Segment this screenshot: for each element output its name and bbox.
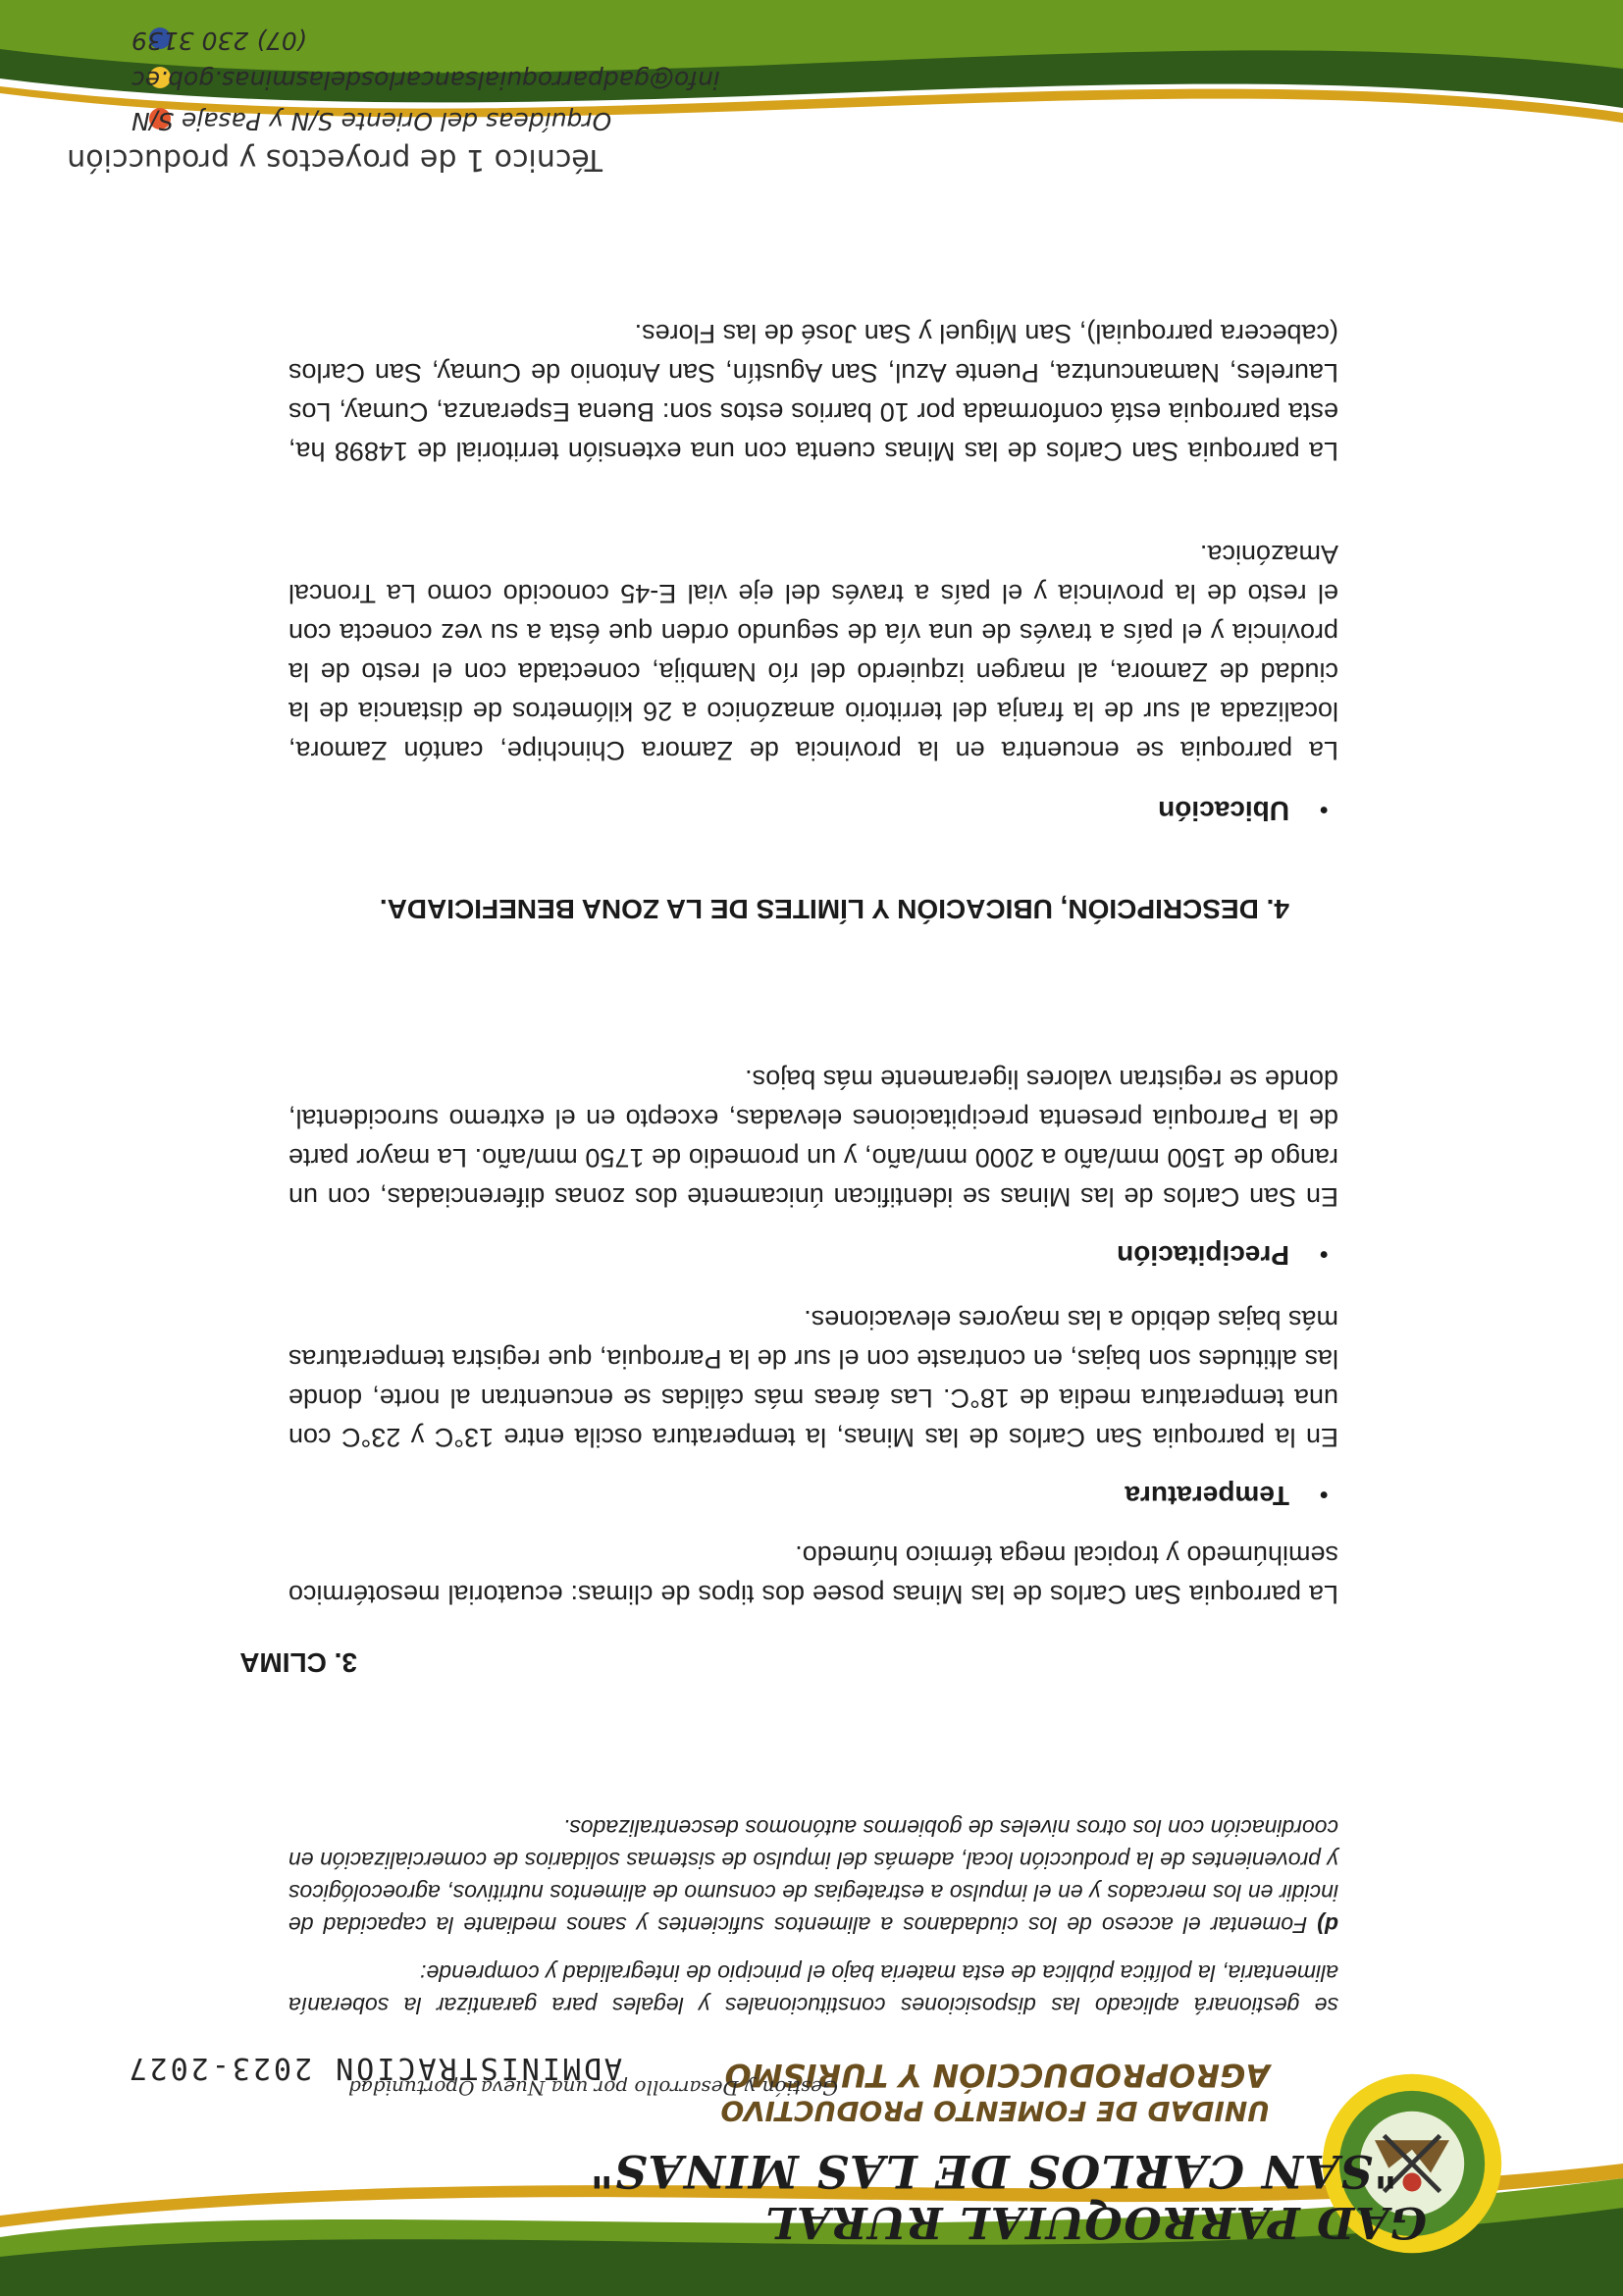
footer-address: Orquídeas del Oriente S/N y Pasaje S/N bbox=[131, 107, 612, 135]
section4-heading: 4. DESCRIPCIÓN, UBICACIÓN Y LÍMITES DE LA ZONA BENEFICIADA. bbox=[379, 894, 1289, 924]
header-unit-line2: AGROPRODUCCIÓN Y TURISMO bbox=[724, 2057, 1270, 2094]
footer-email: info@gadparroquialsancarlosdelasminas.gob.ec bbox=[131, 66, 720, 94]
header-slogan: Gestión y Desarrollo por una Nueva Oportunidad bbox=[348, 2076, 838, 2100]
item-d-text: Fomentar el acceso de los ciudadanos a alimentos suficientes y sanos mediante la capacidad de incidir en los mercados y en el impulso a estrategias de consumo de alimentos nutritivos, agroecológicos y provenientes de la producción local, además del impulso de sistemas solidarios de comercialización en coordinación con los otros niveles de gobiernos autónomos descentralizados. bbox=[288, 1815, 1338, 1938]
item-d-label: d) bbox=[1317, 1912, 1338, 1938]
header-unit-line1: UNIDAD DE FOMENTO PRODUCTIVO bbox=[720, 2095, 1270, 2127]
footer-phone: (07) 230 3139 bbox=[131, 26, 307, 55]
precipitacion-text: En San Carlos de las Minas se identifican únicamente dos zonas diferenciadas, con un rango de 1500 mm/año a 2000 mm/año, y un promedio de 1750 mm/año. La mayor parte de la Parroquia presenta precipitaciones elevadas, excepto en el extremo surocidental, donde se registran valores ligeramente más bajos. bbox=[288, 1065, 1338, 1212]
header-title-line1: GAD PARROQUIAL RURAL bbox=[764, 2197, 1427, 2247]
header-title-line2: "SAN CARLOS DE LAS MINAS" bbox=[589, 2145, 1397, 2198]
item-d bbox=[288, 1811, 1338, 1941]
intro-text: se gestionará aplicado las disposiciones constitucionales y legales para garantizar la soberanía alimentaria, la política pública de esta materia bajo el principio de integralidad y comprende: bbox=[288, 1960, 1338, 2018]
ubicacion-text2: La parroquia San Carlos de las Minas cuenta con una extensión territorial de 14898 ha, esta parroquia está conformada por 10 barrios estos son: Buena Esperanza, Cumay, Los Laureles, Namancuntza, Puente Azul, San Agustín, San Antonio de Cumay, San Carlos (cabecera parroquial), San Miguel y San José de las Flores. bbox=[288, 319, 1338, 466]
section3-text: La parroquia San Carlos de las Minas posee dos tipos de climas: ecuatorial mesotérmico semihúmedo y tropical mega térmico húmedo. bbox=[288, 1540, 1338, 1609]
precipitacion-label: ● Precipitación bbox=[1117, 1239, 1289, 1271]
temperatura-text: En la parroquia San Carlos de las Minas, la temperatura oscila entre 13°C y 23°C con una temperatura media de 18°C. Las áreas más cálidas se encuentran al norte, donde las altitudes son bajas, en contraste con el sur de la Parroquia, que registra temperaturas más bajas debido a las mayores elevaciones. bbox=[288, 1305, 1338, 1452]
section3-heading: 3. CLIMA bbox=[239, 1647, 357, 1678]
ubicacion-label: ● Ubicación bbox=[1158, 795, 1289, 826]
ubicacion-text1: La parroquia se encuentra en la provincia de Zamora Chinchipe, cantón Zamora, localizada al sur de la franja del territorio amazónico a 26 kilómetros de distancia de la ciudad de Zamora, al margen izquierdo del río Nambija, conectada con el resto de la provincia y el país a través de una vía de segundo orden que ésta a su vez conecta con el resto de la provincia y el país a través del eje vial E-45 conocido como La Troncal Amazónica. bbox=[288, 540, 1338, 765]
temperatura-label: ● Temperatura bbox=[1125, 1480, 1289, 1511]
header-administration: ADMINISTRACIÓN 2023-2027 bbox=[126, 2051, 622, 2085]
footer-technician: Técnico 1 de proyectos y producción bbox=[67, 142, 602, 177]
